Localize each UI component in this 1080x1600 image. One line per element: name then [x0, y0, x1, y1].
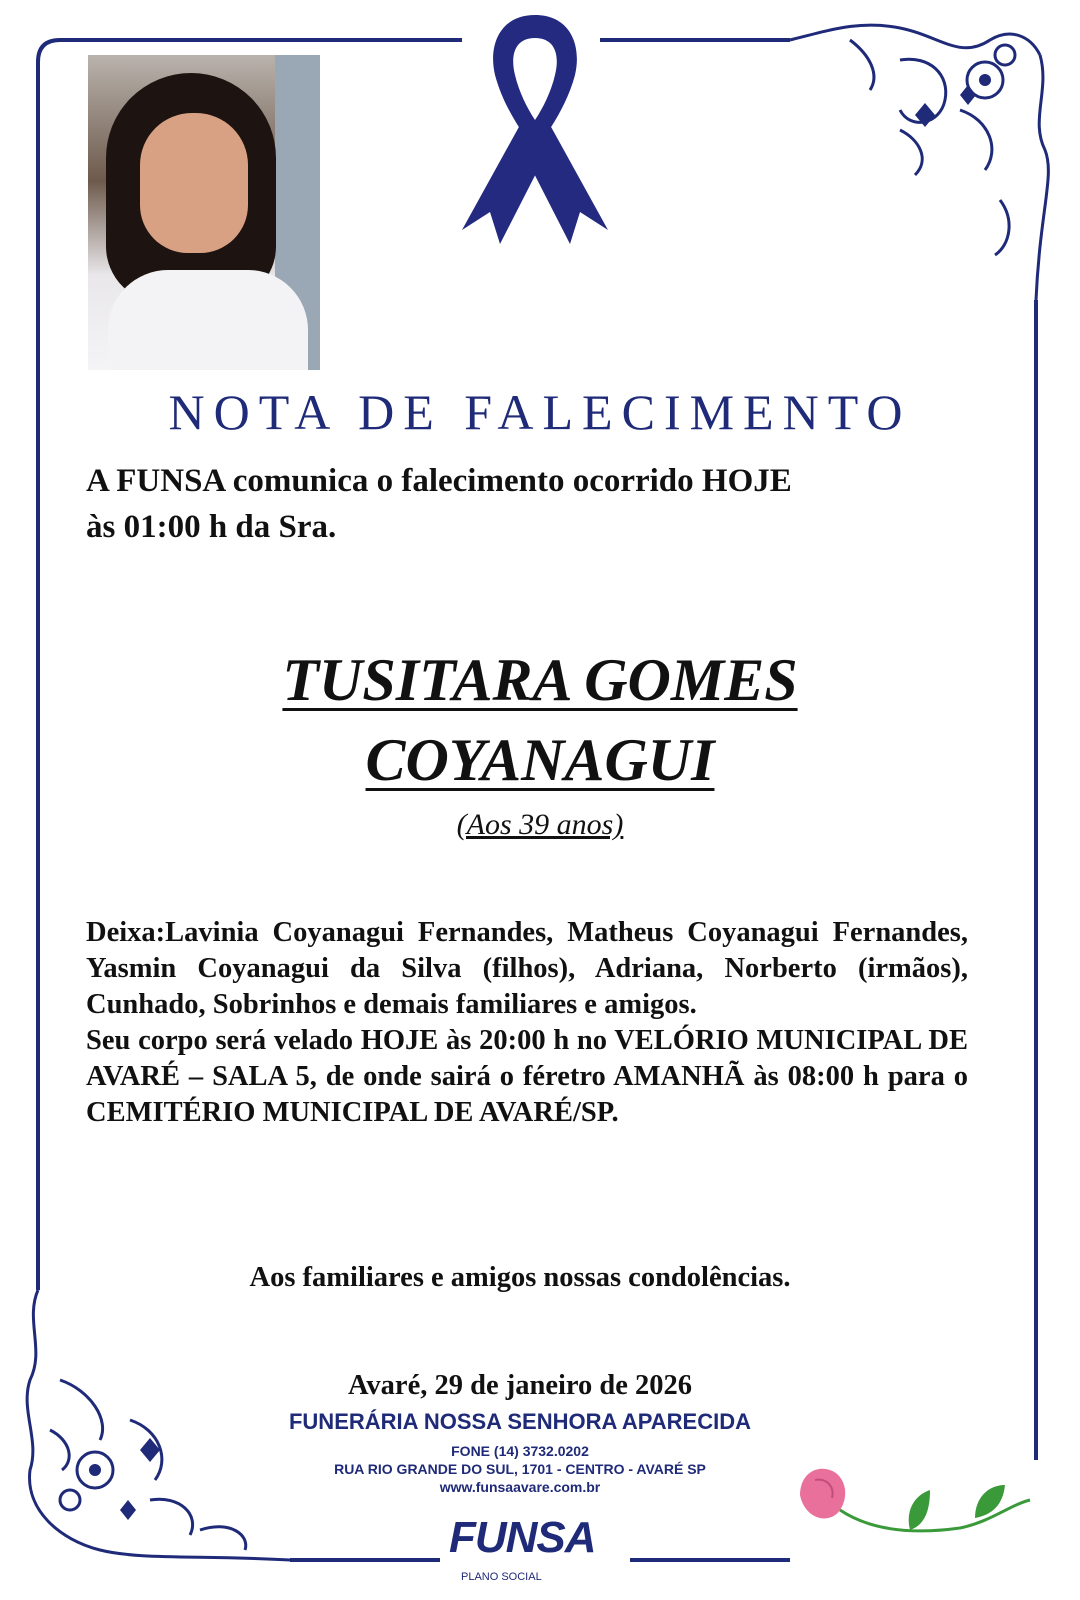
- intro-line-1: A FUNSA comunica o falecimento ocorrido HOJE: [86, 463, 792, 499]
- intro-line-2: às 01:00 h da Sra.: [86, 509, 337, 545]
- survivors-paragraph: Deixa:Lavinia Coyanagui Fernandes, Matheus Coyanagui Fernandes, Yasmin Coyanagui da Silva (filhos), Adriana, Norberto (irmãos), Cunhado, Sobrinhos e demais familiares e amigos.: [86, 917, 968, 1020]
- logo-text: FUNSA: [449, 1513, 596, 1562]
- arrangements-paragraph: Seu corpo será velado HOJE às 20:00 h no VELÓRIO MUNICIPAL DE AVARÉ – SALA 5, de onde sairá o féretro AMANHÃ às 08:00 h para o CEMITÉRIO MUNICIPAL DE AVARÉ/SP.: [86, 1025, 968, 1128]
- deceased-photo: [88, 55, 320, 370]
- notice-title: NOTA DE FALECIMENTO: [168, 384, 912, 440]
- awareness-ribbon-icon: [462, 15, 608, 244]
- funeral-home-name: FUNERÁRIA NOSSA SENHORA APARECIDA: [288, 1409, 752, 1434]
- funeral-home-website[interactable]: www.funsaavare.com.br: [439, 1479, 601, 1495]
- name-line-2: COYANAGUI: [365, 727, 715, 793]
- funeral-home-address: RUA RIO GRANDE DO SUL, 1701 - CENTRO - AVARÉ SP: [334, 1461, 706, 1477]
- deceased-age: (Aos 39 anos): [456, 808, 624, 841]
- deceased-name: [0, 640, 1080, 800]
- notice-date: Avaré, 29 de janeiro de 2026: [347, 1370, 693, 1401]
- intro-text: [86, 458, 966, 550]
- condolences-text: Aos familiares e amigos nossas condolências.: [249, 1262, 791, 1293]
- notice-body: [86, 915, 968, 1131]
- funeral-home-phone: FONE (14) 3732.0202: [451, 1443, 589, 1459]
- logo-subtitle: PLANO SOCIAL: [461, 1571, 542, 1583]
- floral-ornament-icon: [790, 25, 1048, 300]
- funsa-logo: [449, 1513, 625, 1589]
- name-line-1: TUSITARA GOMES: [282, 647, 798, 713]
